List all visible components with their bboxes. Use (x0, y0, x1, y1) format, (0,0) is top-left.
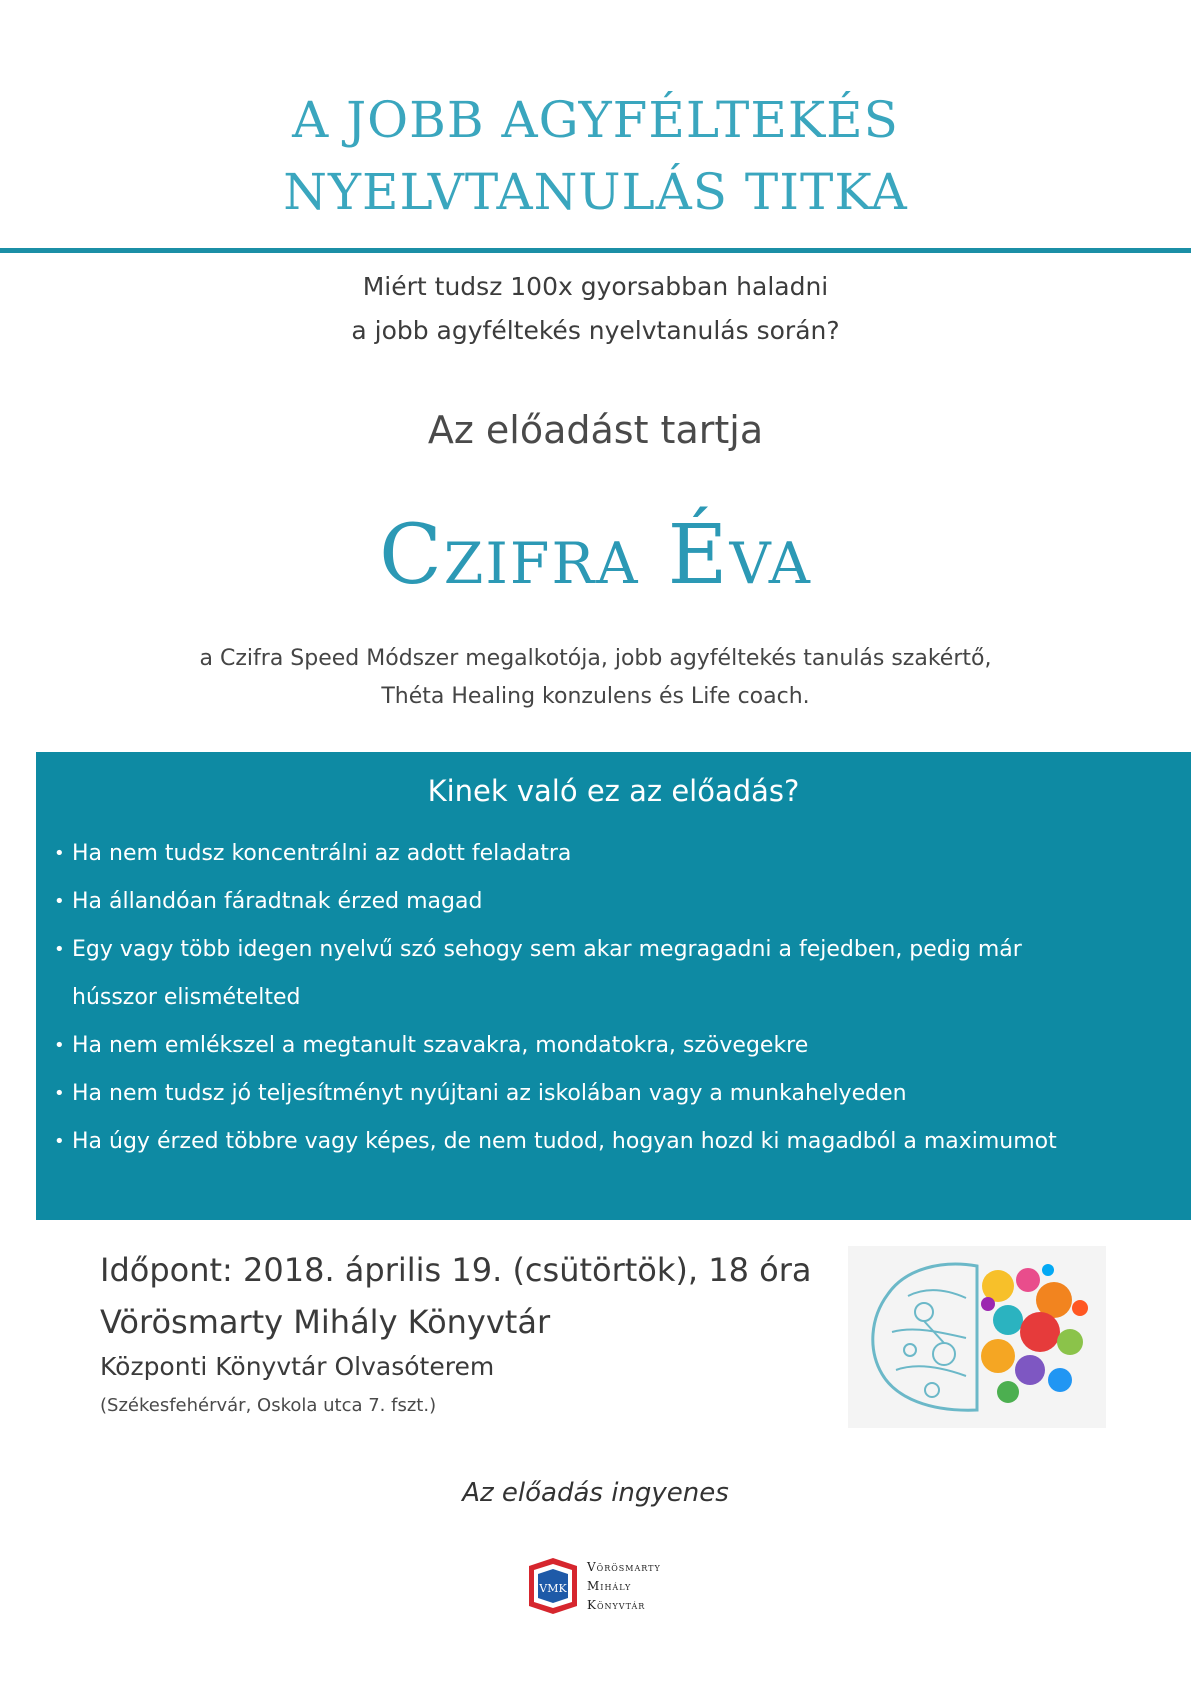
presenter-name: Czifra Éva (379, 508, 812, 603)
list-item (36, 1022, 1191, 1070)
audience-list (36, 830, 1191, 1166)
presenter-lead: Az előadást tartja (427, 408, 764, 452)
list-item (36, 1070, 1191, 1118)
logo-line-1: Vörösmarty (587, 1560, 661, 1574)
event-details (100, 1245, 840, 1425)
list-item (36, 830, 1191, 878)
bullet-icon: • (54, 1035, 65, 1056)
event-venue: Vörösmarty Mihály Könyvtár (100, 1303, 551, 1341)
question-line-2: a jobb agyféltekés nyelvtanulás során? (351, 316, 840, 345)
poster-title (0, 84, 1191, 228)
audience-heading: Kinek való ez az előadás? (427, 774, 800, 808)
logo-line-2: Mihály (587, 1579, 632, 1593)
brain-icon (848, 1246, 1106, 1428)
free-admission-note: Az előadás ingyenes (462, 1478, 729, 1508)
list-item (36, 926, 1191, 1022)
presenter-credentials (0, 640, 1191, 716)
credentials-line-1: a Czifra Speed Módszer megalkotója, jobb agyféltekés tanulás szakértő, (199, 646, 992, 671)
bullet-icon: • (54, 843, 65, 864)
title-divider (0, 248, 1191, 253)
list-item-text: Ha nem tudsz koncentrálni az adott feladatra (72, 841, 572, 866)
logo-line-3: Könyvtár (587, 1598, 646, 1612)
list-item-text: Ha úgy érzed többre vagy képes, de nem tudod, hogyan hozd ki magadból a maximumot (72, 1129, 1057, 1154)
title-line-2: NYELVTANULÁS TITKA (283, 163, 908, 221)
credentials-line-2: Théta Healing konzulens és Life coach. (381, 684, 810, 709)
list-item-text: Ha állandóan fáradtnak érzed magad (72, 889, 483, 914)
bullet-icon: • (54, 891, 65, 912)
logo-monogram: VMK (539, 1582, 567, 1595)
list-item (36, 878, 1191, 926)
audience-panel (36, 752, 1191, 1220)
event-address: (Székesfehérvár, Oskola utca 7. fszt.) (100, 1395, 437, 1416)
library-book-icon (525, 1552, 581, 1616)
brain-illustration (848, 1246, 1106, 1428)
list-item-text: Ha nem emlékszel a megtanult szavakra, mondatokra, szövegekre (72, 1033, 809, 1058)
bullet-icon: • (54, 939, 65, 960)
list-item-text: Egy vagy több idegen nyelvű szó sehogy sem akar megragadni a fejedben, pedig már (72, 937, 1022, 962)
logo-wordmark (587, 1558, 661, 1615)
list-item (36, 1118, 1191, 1166)
title-line-1: A JOBB AGYFÉLTEKÉS (292, 91, 899, 149)
bullet-icon: • (54, 1083, 65, 1104)
event-room: Központi Könyvtár Olvasóterem (100, 1352, 495, 1381)
event-datetime: Időpont: 2018. április 19. (csütörtök), 18 óra (100, 1251, 812, 1289)
list-item-text: Ha nem tudsz jó teljesítményt nyújtani az iskolában vagy a munkahelyeden (72, 1081, 907, 1106)
list-item-continuation: hússzor elismételted (72, 985, 301, 1010)
intro-question (0, 265, 1191, 353)
library-logo (525, 1552, 705, 1622)
question-line-1: Miért tudsz 100x gyorsabban haladni (362, 272, 829, 301)
bullet-icon: • (54, 1131, 65, 1152)
